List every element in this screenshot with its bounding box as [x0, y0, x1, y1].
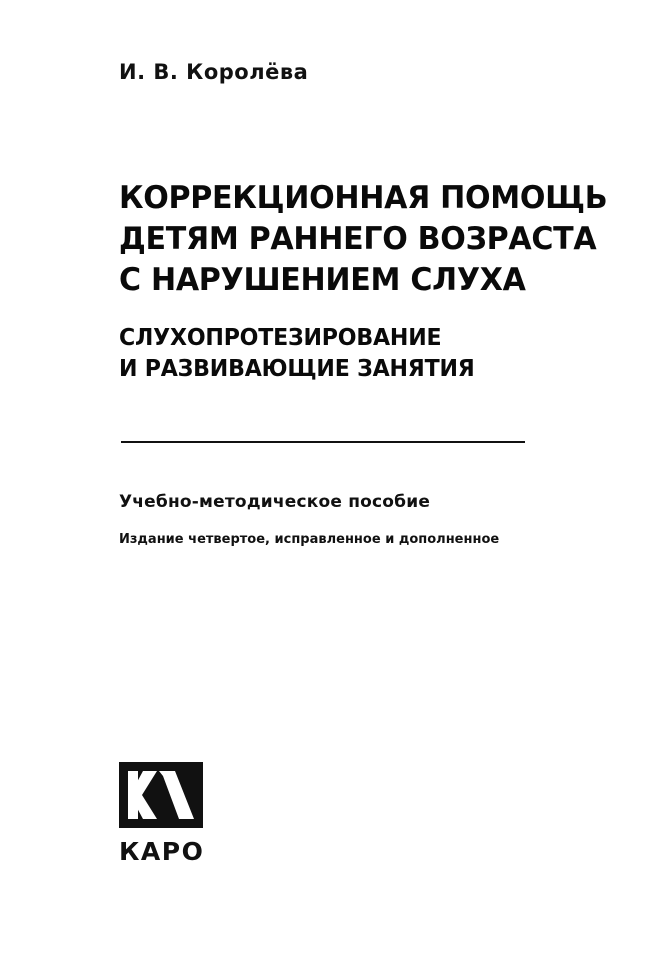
author-name: И. В. Королёва [119, 60, 309, 84]
publisher-name: КАРО [119, 837, 205, 866]
title-line-1: КОРРЕКЦИОННАЯ ПОМОЩЬ [119, 180, 608, 216]
subtitle-line-1: СЛУХОПРОТЕЗИРОВАНИЕ [119, 324, 442, 351]
subtitle-line-2: И РАЗВИВАЮЩИЕ ЗАНЯТИЯ [119, 356, 475, 383]
edition-type-label: Учебно-методическое пособие [119, 492, 431, 512]
karo-k-logo-icon [119, 762, 203, 828]
edition-note-label: Издание четвертое, исправленное и дополненное [119, 532, 500, 547]
page-title [119, 178, 608, 301]
edition-block [119, 492, 549, 547]
title-line-2: ДЕТЯМ РАННЕГО ВОЗРАСТА [119, 220, 597, 257]
divider [121, 441, 525, 443]
title-line-3: С НАРУШЕНИЕМ СЛУХА [119, 261, 526, 298]
title-block [119, 178, 608, 386]
page-subtitle [119, 323, 549, 386]
publisher-block [119, 762, 239, 866]
